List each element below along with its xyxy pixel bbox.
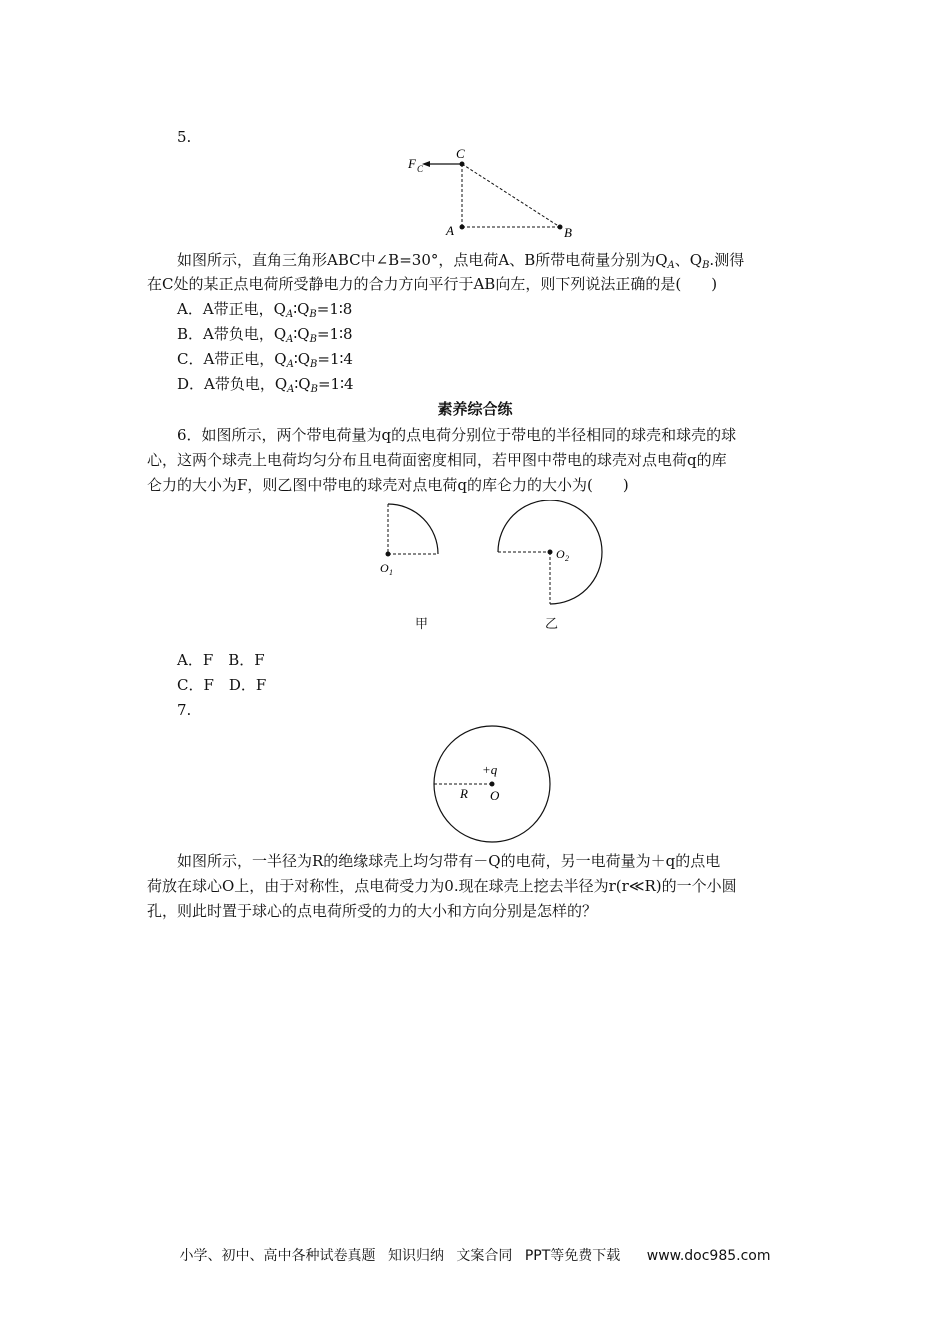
label-center: O: [490, 788, 500, 803]
caption-yi: 乙: [545, 617, 559, 632]
q7-sphere-figure: [430, 722, 554, 846]
q6-line1: 6．如图所示，两个带电荷量为q的点电荷分别位于带电的半径相同的球壳和球壳的球: [177, 426, 737, 444]
point-a: [460, 225, 465, 230]
q7-number: 7.: [177, 701, 192, 719]
q7-line3: 孔，则此时置于球心的点电荷所受的力的大小和方向分别是怎样的？: [147, 902, 598, 920]
q6-figure-jia: [370, 502, 450, 582]
point-b: [558, 225, 563, 230]
quarter-shell-arc: [388, 504, 438, 554]
side-cb: [462, 164, 560, 227]
q5-option-a[interactable]: A．A带正电，$Q_A∶Q_B=1∶8$: [177, 300, 353, 320]
point-c: [460, 162, 465, 167]
caption-jia: 甲: [415, 617, 429, 632]
q5-triangle-figure: [400, 145, 590, 240]
footer-text-4: PPT等免费下载: [524, 1248, 621, 1264]
q5-option-c[interactable]: C．A带正电，$Q_A∶Q_B=1∶4$: [177, 350, 353, 370]
center-o1: [386, 552, 391, 557]
q5-number: 5.: [177, 128, 192, 146]
center-o2: [548, 550, 553, 555]
footer: [0, 1245, 950, 1265]
label-charge: +q: [482, 762, 498, 777]
label-o2-sub: 2: [565, 554, 569, 563]
q5-stem-line2: 在C处的某正点电荷所受静电力的合力方向平行于AB向左，则下列说法正确的是( ): [147, 275, 718, 293]
label-c: C: [456, 146, 465, 161]
q6-figure-yi: [490, 500, 610, 612]
footer-text-3: 文案合同: [456, 1248, 513, 1264]
label-radius: R: [460, 786, 468, 801]
footer-text-2: 知识归纳: [387, 1248, 444, 1264]
center-charge: [490, 782, 495, 787]
q6-line3: 仑力的大小为F，则乙图中带电的球壳对点电荷q的库仑力的大小为( ): [147, 476, 629, 494]
label-fc-sub: C: [417, 164, 424, 174]
label-o1: O: [380, 561, 389, 575]
q5-option-b[interactable]: B．A带负电，$Q_A∶Q_B=1∶8$: [177, 325, 353, 345]
q7-line1: 如图所示，一半径为R的绝缘球壳上均匀带有－Q的电荷，另一电荷量为＋q的点电: [177, 852, 721, 870]
q6-options-line1[interactable]: A．F B．F: [177, 651, 265, 669]
label-a: A: [446, 223, 454, 238]
q5-option-d[interactable]: D．A带负电，$Q_A∶Q_B=1∶4$: [177, 375, 354, 395]
q5-stem-line1: 如图所示，直角三角形ABC中∠B=30°，点电荷A、B所带电荷量分别为$Q_A$、$Q_B$.测得: [177, 251, 745, 271]
label-fc: F: [408, 156, 416, 171]
section-heading: 素养综合练: [437, 400, 513, 418]
q7-line2: 荷放在球心O上，由于对称性，点电荷受力为0.现在球壳上挖去半径为r(r≪R)的一个小圆: [147, 877, 737, 895]
q6-options-line2[interactable]: C．F D．F: [177, 676, 267, 694]
label-o2: O: [556, 547, 565, 561]
q6-line2: 心，这两个球壳上电荷均匀分布且电荷面密度相同，若甲图中带电的球壳对点电荷q的库: [147, 451, 727, 469]
label-b: B: [564, 225, 572, 240]
force-arrow-head: [422, 161, 430, 167]
label-o1-sub: 1: [389, 568, 393, 577]
footer-text-1: 小学、初中、高中各种试卷真题: [179, 1248, 376, 1264]
footer-site-link[interactable]: www.doc985.com: [646, 1248, 771, 1264]
